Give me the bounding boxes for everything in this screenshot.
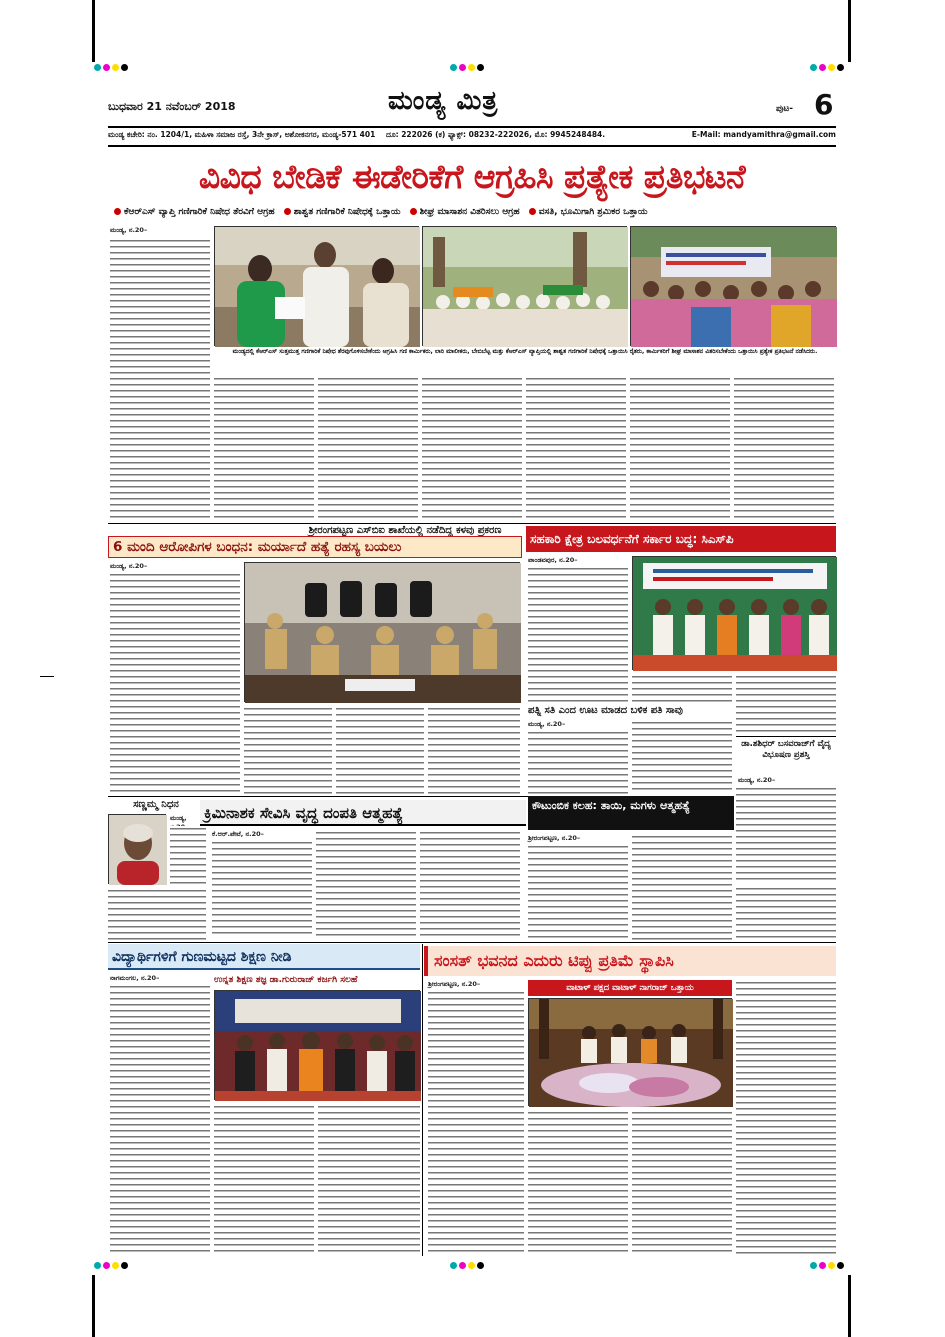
crop-mark <box>40 676 54 677</box>
lead-photo-workers-protest <box>630 226 836 346</box>
story3-photo-event <box>632 556 836 670</box>
story7-dateline <box>528 834 628 844</box>
story7-headline-box <box>528 796 734 830</box>
story9-body-column <box>736 980 836 1256</box>
story8-subhead: ಉನ್ನತ ಶಿಕ್ಷಣ ತಜ್ಞ ಡಾ.ಗುರುರಾಜ್ ಕರ್ಜಗಿ ಸಲಹೆ <box>214 975 358 985</box>
story9-headline: ಸಂಸತ್ ಭವನದ ಎದುರು ಟಿಪ್ಪು ಪ್ರತಿಮೆ ಸ್ಥಾಪಿಸಿ <box>434 951 674 970</box>
contact-rule <box>108 145 836 147</box>
lead-bullets <box>108 207 836 217</box>
story9-dateline <box>428 980 528 990</box>
story6-body-column <box>736 886 836 940</box>
obituary-photo <box>108 814 166 884</box>
lead-body-column <box>214 376 314 520</box>
story3-body-column <box>632 674 732 702</box>
story2-body-column <box>336 706 424 794</box>
story3-headline-box <box>526 526 836 552</box>
lead-headline: ವಿವಿಧ ಬೇಡಿಕೆ ಈಡೇರಿಕೆಗೆ ಆಗ್ರಹಿಸಿ ಪ್ರತ್ಯೇಕ ಪ್ರತಿಭಟನೆ <box>198 157 746 196</box>
story2-body-column <box>244 706 332 794</box>
story3-headline: ಸಹಕಾರಿ ಕ್ಷೇತ್ರ ಬಲವರ್ಧನೆಗೆ ಸರ್ಕಾರ ಬದ್ಧ: ಸಿಎಸ್‌ಪಿ <box>530 532 734 546</box>
contact-bar <box>108 130 836 144</box>
lead-bullet: ಶೀಘ್ರ ಮಾಸಾಶನ ವಿತರಿಸಲು ಆಗ್ರಹ <box>419 207 520 217</box>
page-number: 6 <box>814 88 834 121</box>
lead-photo-caption: ಮಂಡ್ಯದಲ್ಲಿ ಕೆಆರ್‌ಎಸ್ ಸುತ್ತಮುತ್ತ ಗಣಿಗಾರಿಕೆ ನಿಷೇಧ ತೆರವುಗೊಳಿಸಬೇಕೆಂದು ಆಗ್ರಹಿಸಿ ಗಣಿ ಕಾರ್ಮಿಕರು, ಲಾರಿ ಮಾಲೀಕರು, ಬೇಬಿಬೆಟ್ಟ ಮತ್ತು ಕೆಆರ್‌ಎಸ್ ವ್ಯಾಪ್ತಿಯಲ್ಲಿ ಶಾಶ್ವತ ಗಣಿಗಾರಿಕೆ ನಿಷೇಧಕ್ಕೆ ಒತ್ತಾಯಿಸಿ ರೈತರು, ಕಾರ್ಮಿಕರಿಗೆ ಶೀಘ್ರ ಮಾಸಾಶನ ವಿತರಿಸಬೇಕೆಂದು ಒತ್ತಾಯಿಸಿ ಪ್ರತ್ಯೇಕ ಪ್ರತಿಭಟನೆ ನಡೆಸಿದರು. <box>232 348 818 355</box>
story8-body-column <box>110 984 210 1256</box>
obituary-body <box>108 888 206 940</box>
story8-headline: ವಿದ್ಯಾರ್ಥಿಗಳಿಗೆ ಗುಣಮಟ್ಟದ ಶಿಕ್ಷಣ ನೀಡಿ <box>112 949 292 965</box>
lead-bullet: ವಸತಿ, ಭೂಮಿಗಾಗಿ ಶ್ರಮಿಕರ ಒತ್ತಾಯ <box>538 207 648 217</box>
office-phone: ದೂ: 222026 (ಕ) ಫ್ಯಾಕ್ಸ್: 08232-222026, ಮೊ: 9945248484. <box>385 130 606 139</box>
story4-body-column <box>528 730 628 794</box>
obituary-dateline-text: ಮಂಡ್ಯ, <box>170 814 187 822</box>
lead-body-column <box>318 376 418 520</box>
story2-body-column <box>110 572 240 794</box>
story9-photo-label-box <box>528 980 732 996</box>
lead-body-column <box>630 376 730 520</box>
section-rule <box>108 942 836 943</box>
lead-dateline: ಮಂಡ್ಯ, ನ.20– <box>110 226 148 234</box>
page-label: ಪುಟ- <box>776 104 793 114</box>
registration-mark <box>450 1262 484 1269</box>
story2-dateline-text: ಮಂಡ್ಯ, ನ.20– <box>110 562 148 570</box>
story3-dateline-text: ಪಾಂಡವಪುರ, ನ.20– <box>528 556 578 564</box>
newspaper-logo: ಮಂಡ್ಯ ಮಿತ್ರ <box>388 86 499 116</box>
story7-dateline-text: ಶ್ರೀರಂಗಪಟ್ಟಣ, ನ.20– <box>528 834 581 842</box>
crop-mark <box>92 0 95 62</box>
story8-dateline <box>110 974 210 984</box>
crop-mark <box>848 0 851 62</box>
story4-headline: ಪತ್ನಿ ಸತಿ ಎಂದ ಊಟ ಮಾಡದ ಬಳಿಕ ಪತಿ ಸಾವು <box>528 705 683 716</box>
lead-bullet: ಶಾಶ್ವತ ಗಣಿಗಾರಿಕೆ ನಿಷೇಧಕ್ಕೆ ಒತ್ತಾಯ <box>293 207 401 217</box>
story5-body-column <box>316 830 416 938</box>
crop-mark <box>848 1275 851 1337</box>
lead-body-column <box>110 238 210 520</box>
registration-mark <box>810 1262 844 1269</box>
story4-dateline <box>528 720 628 730</box>
story3-dateline <box>528 556 628 566</box>
story2-photo-police <box>244 562 520 702</box>
registration-mark <box>810 64 844 71</box>
story9-body-column <box>528 1110 628 1256</box>
registration-mark <box>450 64 484 71</box>
story6-dateline-text: ಮಂಡ್ಯ, ನ.20– <box>738 776 776 784</box>
story2-headline-box <box>108 536 522 558</box>
story5-body-column <box>212 840 312 938</box>
story5-headline: ಕ್ರಿಮಿನಾಶಕ ಸೇವಿಸಿ ವೃದ್ಧ ದಂಪತಿ ಆತ್ಮಹತ್ಯೆ <box>204 804 404 822</box>
lead-photo-officials <box>214 226 419 346</box>
office-address: ಮಂಡ್ಯ ಕಚೇರಿ: ನಂ. 1204/1, ಮಹಿಳಾ ಸಮಾಜ ರಸ್ತೆ, 3ನೇ ಕ್ರಾಸ್, ಅಶೋಕನಗರ, ಮಂಡ್ಯ-571 401 <box>108 130 376 139</box>
story9-body-column <box>428 990 524 1256</box>
registration-mark <box>94 1262 128 1269</box>
story2-headline: 6 ಮಂದಿ ಆರೋಪಿಗಳ ಬಂಧನ: ಮರ್ಯಾದೆ ಹತ್ಯೆ ರಹಸ್ಯ ಬಯಲು <box>113 539 402 555</box>
story4-dateline-text: ಮಂಡ್ಯ, ನ.20– <box>528 720 566 728</box>
office-email[interactable]: E-Mail: mandyamithra@gmail.com <box>691 130 836 139</box>
story2-kicker: ಶ್ರೀರಂಗಪಟ್ಟಣ ಎಸ್‌ಬಿಐ ಶಾಖೆಯಲ್ಲಿ ನಡೆದಿದ್ದ ಕಳವು ಪ್ರಕರಣ <box>308 525 502 536</box>
story9-body-column <box>632 1110 732 1256</box>
story2-body-column <box>428 706 520 794</box>
obituary-title: ಸಣ್ಣಮ್ಮ ನಿಧನ <box>133 799 179 810</box>
masthead <box>108 88 836 130</box>
obituary-body <box>170 826 206 884</box>
story9-photo-label: ವಾಟಾಳ್ ಪಕ್ಷದ ವಾಟಾಳ್ ನಾಗರಾಜ್ ಒತ್ತಾಯ <box>566 983 694 993</box>
story5-body-column <box>420 830 520 938</box>
story9-headline-box <box>424 946 836 976</box>
story9-photo-tomb <box>528 998 732 1106</box>
story5-dateline <box>212 830 312 840</box>
story5-dateline-text: ಕೆ.ಆರ್.ಪೇಟೆ, ನ.20– <box>212 830 264 838</box>
story8-dateline-text: ನಾಗಮಂಗಲ, ನ.20– <box>110 974 160 982</box>
story9-dateline-text: ಶ್ರೀರಂಗಪಟ್ಟಣ, ನ.20– <box>428 980 481 988</box>
lead-body-column <box>526 376 626 520</box>
story6-title: ಡಾ.ಶಶಿಧರ್ ಬಸವರಾಜ್‌ಗೆ ವೈದ್ಯ ವಿಭೂಷಣ ಪ್ರಶಸ್ತಿ <box>741 739 831 760</box>
story3-body-column <box>736 674 836 734</box>
masthead-rule <box>108 126 836 128</box>
registration-mark <box>94 64 128 71</box>
story7-headline: ಕೌಟುಂಬಿಕ ಕಲಹ: ತಾಯಿ, ಮಗಳು ಆತ್ಮಹತ್ಯೆ <box>532 799 690 812</box>
story7-body-column <box>632 834 732 940</box>
story6-dateline <box>738 776 834 786</box>
issue-date: ಬುಧವಾರ 21 ನವೆಂಬರ್ 2018 <box>108 100 236 113</box>
story7-body-column <box>528 844 628 940</box>
story8-photo-stage <box>214 990 420 1100</box>
column-rule <box>422 944 423 1256</box>
crop-mark <box>92 1275 95 1337</box>
story6-title-box <box>736 736 836 772</box>
lead-photo-protest-seated <box>422 226 627 346</box>
story6-body-column <box>736 786 836 882</box>
story8-body-column <box>214 1104 314 1256</box>
story8-body-column <box>318 1104 420 1256</box>
story2-dateline <box>110 562 240 572</box>
lead-body-column <box>734 376 834 520</box>
story8-headline-box <box>108 944 420 970</box>
story3-body-column <box>528 566 628 702</box>
story5-headline-box <box>200 800 526 826</box>
lead-bullet: ಕೆಆರ್‌ಎಸ್ ವ್ಯಾಪ್ತಿ ಗಣಿಗಾರಿಕೆ ನಿಷೇಧ ತೆರವಿಗೆ ಆಗ್ರಹ <box>124 207 275 217</box>
lead-body-column <box>422 376 522 520</box>
story4-body-column <box>632 720 732 794</box>
